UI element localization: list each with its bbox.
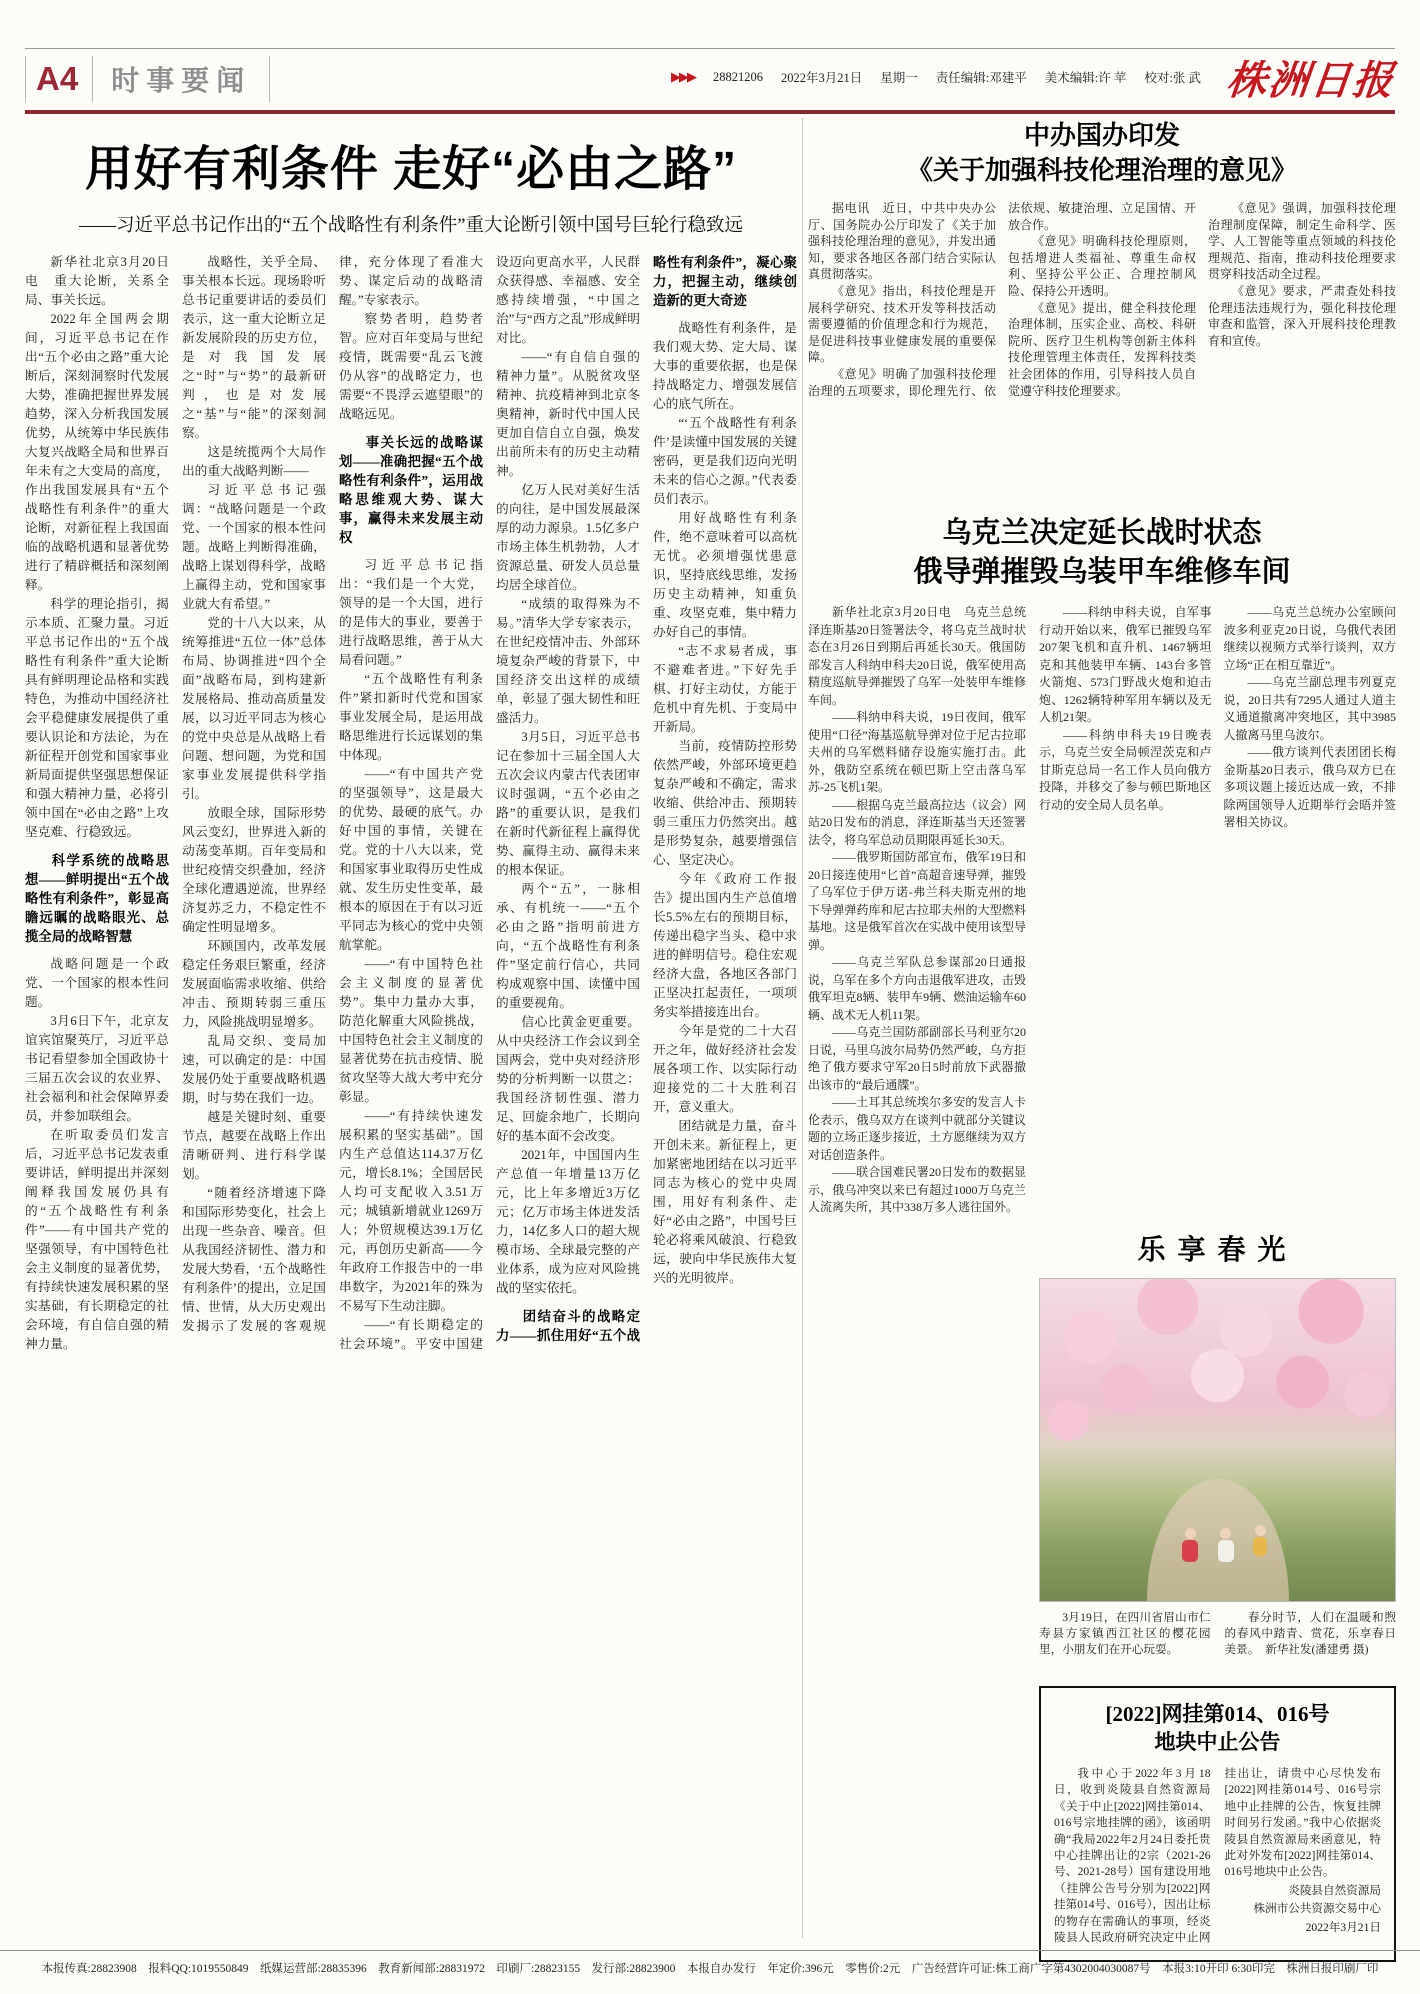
issue-code: 28821206 bbox=[713, 69, 764, 84]
paragraph: “五个战略性有利条件”紧扣新时代党和国家事业发展全局，是运用战略思维进行长远谋划的集中体现。 bbox=[339, 672, 483, 762]
paragraph: 《意见》指出，科技伦理是开展科学研究、技术开发等科技活动需要遵循的价值理念和行为规范，是促进科技事业健康发展的重要保障。 bbox=[808, 283, 996, 365]
paragraph: 株洲市公共资源交易中心 bbox=[1253, 1902, 1381, 1916]
weekday: 星期一 bbox=[880, 71, 918, 85]
paragraph: 3月5日，习近平总书记在参加十三届全国人大五次会议内蒙古代表团审议时强调，“五个必由之路”的重要认识，是我们在新时代新征程上赢得优势、赢得主动、赢得未来的根本保证。 bbox=[496, 730, 640, 877]
page-header bbox=[25, 48, 1398, 105]
photo-child-figure bbox=[1182, 1528, 1198, 1562]
paragraph: ——乌克兰国防部副部长马利亚尔20日说，马里乌波尔局势仍然严峻，乌方拒绝了俄方要求守军20日5时前放下武器撤出该市的“最后通牒”。 bbox=[808, 1025, 1026, 1092]
paragraph: 2022年3月21日 bbox=[1305, 1920, 1381, 1934]
paragraph: 战略性有利条件，是我们观大势、定大局、谋大事的重要依据，也是保持战略定力、增强发展信心的底气所在。 bbox=[653, 321, 797, 411]
ukraine-article-column-1 bbox=[808, 604, 1026, 1940]
proofreader: 校对:张 武 bbox=[1144, 71, 1201, 85]
paragraph: “成绩的取得殊为不易。”清华大学专家表示，在世纪疫情冲击、外部环境复杂严峻的背景下，中国经济交出这样的成绩单，彰显了强大韧性和旺盛活力。 bbox=[496, 597, 640, 725]
main-headline: 用好有利条件 走好“必由之路” bbox=[84, 143, 738, 196]
paragraph: 在听取委员们发言后，习近平总书记发表重要讲话，鲜明提出并深刻阐释我国发展仍具有的“五个战略性有利条件”——有中国共产党的坚强领导，有中国特色社会主义制度的显著优势，有持续快速发展积累的坚实基础，有长期稳定的社会环境，有自信自强的精神力量。 bbox=[25, 1128, 169, 1351]
paragraph: ——根据乌克兰最高拉达（议会）网站20日发布的消息，泽连斯基当天还签署法令，将乌军总动员期限再延长30天。 bbox=[808, 797, 1026, 847]
paragraph: ——科纳申科夫说，19日夜间，俄军使用“口径”海基巡航导弹对位于尼古拉耶夫州的乌军燃料储存设施实施打击。此外，俄防空系统在顿巴斯上空击落乌军苏-25飞机1架。 bbox=[808, 710, 1026, 794]
arrows-icon: ▶▶▶ bbox=[671, 69, 696, 84]
cherry-blossom-photo bbox=[1039, 1278, 1396, 1602]
paragraph: 战略问题是一个政党、一个国家的根本性问题。 bbox=[25, 957, 169, 1009]
ukraine-article-layout bbox=[808, 604, 1396, 1962]
paragraph: 战略性，关乎全局、事关根本长远。现场聆听总书记重要讲话的委员们表示，这一重大论断立足新发展阶段的历史方位，是对我国发展之“时”与“势”的最新研判，也是对发展之“基”与“能”的深刻洞察。 bbox=[182, 255, 326, 440]
paragraph: 3月6日下午，北京友谊宾馆聚英厅，习近平总书记看望参加全国政协十三届五次会议的农业界、社会福利和社会保障界委员，并参加联组会。 bbox=[25, 1014, 169, 1123]
paragraph: 用好战略性有利条件，绝不意味着可以高枕无忧。必须增强忧患意识，坚持底线思维，发扬历史主动精神，知重负重、攻坚克难，集中精力办好自己的事情。 bbox=[653, 511, 797, 639]
paragraph: ——“有长期稳定的社会环境”。平安中国建设迈向更高水平，人民群众获得感、幸福感、安全感持续增强，“中国之治”与“西方之乱”形成鲜明对比。 bbox=[339, 255, 640, 1351]
paragraph: 我中心于2022年3月18日，收到炎陵县自然资源局《关于中止[2022]网挂第014、016号宗地挂牌的函》，该函明确“我局2022年2月24日委托贵中心挂牌出让的2宗（2021-26号、2021-28号）国有建设用地（挂牌公告号分别为[2022]网挂第014号、016号），因出让标的物存在需确认的事项，经炎陵县人民政府研究决定中止网挂出让，请贵中心尽快发布[2022]网挂第014号、016号宗地中止挂牌的公告，恢复挂牌时间另行发函。”我中心依据炎陵县自然资源局来函意见，特此对外发布[2022]网挂第014、016号地块中止公告。 bbox=[1054, 1767, 1381, 1945]
paragraph: 今年《政府工作报告》提出国内生产总值增长5.5%左右的预期目标，传递出稳字当头、稳中求进的鲜明信号。稳住宏观经济大盘，各地区各部门正坚决扛起责任，一项项务实举措接连出台。 bbox=[653, 872, 797, 1019]
paragraph: 今年是党的二十大召开之年，做好经济社会发展各项工作、以实际行动迎接党的二十大胜利召开，意义重大。 bbox=[653, 1024, 797, 1114]
paragraph: 放眼全球，国际形势风云变幻，世界进入新的动荡变革期。百年变局和世纪疫情交织叠加，经济全球化遭遇逆流，世界经济复苏乏力，不稳定性不确定性明显增多。 bbox=[182, 806, 326, 934]
paragraph: 团结就是力量，奋斗开创未来。新征程上，更加紧密地团结在以习近平同志为核心的党中央周围，用好有利条件、走好“必由之路”，中国号巨轮必将乘风破浪、行稳致远，驶向中华民族伟大复兴的光明彼岸。 bbox=[653, 1119, 797, 1285]
paragraph: 炎陵县自然资源局 bbox=[1288, 1883, 1381, 1897]
paragraph: 乱局交织、变局加速，可以确定的是：中国发展仍处于重要战略机遇期，时与势在我们一边。 bbox=[182, 1034, 326, 1105]
paragraph: “随着经济增速下降和国际形势变化，社会上出现一些杂音、噪音。但从我国经济韧性、潜力和发展大势看，‘五个战略性有利条件’的提出，立足国情、世情，从大历史观出发揭示了发展的客观规律，充分体现了看准大势、谋定后动的战略清醒。”专家表示。 bbox=[182, 255, 483, 1333]
photo-feature-title: 乐享春光 bbox=[1137, 1235, 1298, 1266]
notice-title-line1: [2022]网挂第014、016号 bbox=[1105, 1702, 1330, 1726]
ethics-headline-line2: 《关于加强科技伦理治理的意见》 bbox=[906, 156, 1297, 185]
paragraph: ——科纳申科夫说，自军事行动开始以来，俄军已摧毁乌军207架飞机和直升机、1467辆坦克和其他装甲车辆、143台多管火箭炮、573门野战火炮和迫击炮、1262辆特种军用车辆以及无人机21架。 bbox=[1039, 605, 1212, 724]
paragraph: 《意见》明确了加强科技伦理治理的五项要求，即伦理先行、依法依规、敏捷治理、立足国情、开放合作。 bbox=[808, 201, 1196, 398]
paragraph: 2022年全国两会期间，习近平总书记在作出“五个必由之路”重大论断后，深刻洞察时代发展大势，准确把握世界发展趋势，深入分析我国发展优势，从统筹中华民族伟大复兴战略全局和世界百年未有之大变局的高度，作出我国发展具有“五个战略性有利条件”的重大论断，对新征程上我国面临的战略机遇和显著优势进行了精辟概括和深刻阐释。 bbox=[25, 312, 169, 592]
paragraph: 察势者明，趋势者智。应对百年变局与世纪疫情，既需要“乱云飞渡仍从容”的战略定力，也需要“不畏浮云遮望眼”的战略远见。 bbox=[339, 312, 483, 421]
main-article-body bbox=[25, 253, 797, 1893]
paragraph: ——乌克兰军队总参谋部20日通报说，乌军在多个方向击退俄军进攻，击毁俄军坦克8辆、装甲车9辆、燃油运输车60辆、战术无人机11架。 bbox=[808, 955, 1026, 1022]
ethics-article-headline bbox=[808, 118, 1396, 188]
paragraph: 新华社北京3月20日电 重大论断，关系全局、事关长远。 bbox=[25, 255, 169, 307]
photo-child-figure bbox=[1218, 1528, 1234, 1562]
section-title: 时事要闻 bbox=[92, 56, 270, 102]
paragraph: 团结奋斗的战略定力——抓住用好“五个战略性有利条件”，凝心聚力，把握主动，继续创造新的更大奇迹 bbox=[496, 255, 797, 1343]
paragraph: ——乌克兰副总理韦列夏克说，20日共有7295人通过人道主义通道撤离冲突地区，其中3985人撤离马里乌波尔。 bbox=[1223, 675, 1396, 742]
paragraph: 当前，疫情防控形势依然严峻，外部环境更趋复杂严峻和不确定，需求收缩、供给冲击、预期转弱三重压力仍然突出。越是形势复杂，越要增强信心、坚定决心。 bbox=[653, 739, 797, 867]
notice-title bbox=[1054, 1700, 1381, 1756]
paragraph: ——土耳其总统埃尔多安的发言人卡伦表示，俄乌双方在谈判中就部分关键议题的立场正逐步接近，土方愿继续为双方对话创造条件。 bbox=[808, 1095, 1026, 1162]
date: 2022年3月21日 bbox=[781, 71, 863, 85]
art-editor: 美术编辑:许 苹 bbox=[1044, 71, 1127, 85]
paragraph: ——“有自信自强的精神力量”。从脱贫攻坚精神、抗疫精神到北京冬奥精神，新时代中国人民更加自信自立自强，焕发出前所未有的历史主动精神。 bbox=[496, 350, 640, 478]
caption-left: 3月19日，在四川省眉山市仁寿县方家镇西江社区的樱花园里，小朋友们在开心玩耍。 bbox=[1039, 1611, 1211, 1656]
paragraph: 习近平总书记指出：“我们是一个大党，领导的是一个大国，进行的是伟大的事业，要善于进行战略思维，善于从大局看问题。” bbox=[339, 558, 483, 667]
paragraph: 科学的理论指引，揭示本质、汇聚力量。习近平总书记作出的“五个战略性有利条件”重大论断具有鲜明理论品格和实践特色，为推动中国经济社会平稳健康发展提供了重要认识论和方法论，为在新征程开创党和国家事业新局面提供坚强思想保证和强大精神力量，必将引领中国在“必由之路”上攻坚克难、行稳致远。 bbox=[25, 597, 169, 839]
main-subtitle: ——习近平总书记作出的“五个战略性有利条件”重大论断引领中国号巨轮行稳致远 bbox=[79, 216, 743, 236]
right-stack bbox=[1039, 604, 1396, 1962]
paragraph: ——科纳申科夫19日晚表示，乌克兰安全局顿涅茨克和卢甘斯克总局一名工作人员向俄方投降，并移交了参与顿巴斯地区行动的安全局人员名单。 bbox=[1039, 727, 1212, 812]
paragraph: ——俄罗斯国防部宣布，俄军19日和20日接连使用“匕首”高超音速导弹，摧毁了乌军位于伊万诺-弗兰科夫斯克州的地下导弹弹药库和尼古拉耶夫州的大型燃料基地。这是俄军首次在实战中使用该型导弹。 bbox=[808, 850, 1026, 952]
paragraph: 这是统揽两个大局作出的重大战略判断—— bbox=[182, 445, 326, 478]
paragraph: 事关长远的战略谋划——准确把握“五个战略性有利条件”，运用战略思维观大势、谋大事，赢得未来发展主动权 bbox=[339, 435, 483, 545]
paragraph: ——俄方谈判代表团团长梅金斯基20日表示，俄乌双方已在多项议题上接近达成一致，不排除两国领导人近期举行会晤并签署相关协议。 bbox=[1223, 745, 1396, 829]
paragraph: 亿万人民对美好生活的向往，是中国发展最深厚的动力源泉。1.5亿多户市场主体生机勃勃，人才资源总量、研发人员总量均居全球首位。 bbox=[496, 483, 640, 592]
newspaper-masthead: 株洲日报 bbox=[1224, 57, 1398, 103]
paragraph: ——“有中国共产党的坚强领导”，这是最大的优势、最硬的底气。办好中国的事情，关键在党。党的十八大以来，党和国家事业取得历史性成就、发生历史性变革，最根本的原因在于有以习近平同志为核心的党中央领航掌舵。 bbox=[339, 767, 483, 952]
main-article bbox=[25, 120, 797, 1893]
header-meta bbox=[671, 68, 1201, 86]
notice-title-line2: 地块中止公告 bbox=[1154, 1730, 1281, 1754]
ukraine-article-headline bbox=[808, 514, 1396, 592]
paragraph: 越是关键时刻、重要节点，越要在战略上作出清晰研判、进行科学谋划。 bbox=[182, 1110, 326, 1181]
ethics-headline-line1: 中办国办印发 bbox=[1023, 121, 1180, 150]
ukraine-headline-line1: 乌克兰决定延长战时状态 bbox=[942, 517, 1262, 549]
paragraph: ——“有中国特色社会主义制度的显著优势”。集中力量办大事，防范化解重大风险挑战，中国特色社会主义制度的显著优势在抗击疫情、脱贫攻坚等大战大考中充分彰显。 bbox=[339, 957, 483, 1104]
edition-number: A4 bbox=[25, 56, 92, 102]
notice-body bbox=[1054, 1766, 1381, 1952]
paragraph: ——乌克兰总统办公室顾问波多利亚克20日说，乌俄代表团继续以视频方式举行谈判，双方立场“正在相互靠近”。 bbox=[1223, 605, 1396, 672]
ethics-article-body bbox=[808, 200, 1396, 500]
right-column bbox=[808, 118, 1396, 1962]
paragraph: ——联合国难民署20日发布的数据显示，俄乌冲突以来已有超过1000万乌克兰人流离失所，其中338万多人逃往国外。 bbox=[808, 1165, 1026, 1214]
header-rule bbox=[25, 110, 1395, 114]
paragraph: “‘五个战略性有利条件’是读懂中国发展的关键密码，更是我们迈向光明未来的信心之源。”代表委员们表示。 bbox=[653, 416, 797, 506]
paragraph: 科学系统的战略思想——鲜明提出“五个战略性有利条件”，彰显高瞻远瞩的战略眼光、总揽全局的战略智慧 bbox=[25, 853, 169, 944]
land-notice-box bbox=[1039, 1686, 1396, 1962]
paragraph: 信心比黄金更重要。从中央经济工作会议到全国两会，党中央对经济形势的分析判断一以贯之：我国经济韧性强、潜力足、回旋余地广，长期向好的基本面不会改变。 bbox=[496, 1015, 640, 1143]
paragraph: 两个“五”，一脉相承、有机统一——“五个必由之路”指明前进方向，“五个战略性有利条件”坚定前行信心，共同构成观察中国、读懂中国的重要视角。 bbox=[496, 882, 640, 1010]
ukraine-article-columns-2-3 bbox=[1039, 604, 1396, 1212]
paragraph: 《意见》强调，加强科技伦理治理制度保障，制定生命科学、医学、人工智能等重点领域的科技伦理规范、指南，推动科技伦理要求贯穿科技活动全过程。 bbox=[1208, 201, 1396, 282]
column-divider bbox=[802, 118, 803, 1938]
page-footer: 本报传真:28823908 报料QQ:1019550849 纸媒运营部:28835396 教育新闻部:28831972 印刷厂:28823155 发行部:28823900 本报自办发行 年定价:396元 零售价:2元 广告经营许可证:株工商广字第4302004030087号 本报3:10开印 6:30印完 株洲日报印刷厂印 bbox=[0, 1950, 1420, 1976]
paragraph: 《意见》提出，健全科技伦理治理体制，压实企业、高校、科研院所、医疗卫生机构等创新主体科技伦理管理主体责任，发挥科技类社会团体的作用，引导科技人员自觉遵守科技伦理要求。 bbox=[1008, 300, 1196, 398]
duty-editor: 责任编辑:邓建平 bbox=[935, 71, 1027, 85]
paragraph: 新华社北京3月20日电 乌克兰总统泽连斯基20日签署法令，将乌克兰战时状态在3月26日到期后再延长30天。俄国防部发言人科纳申科夫20日说，俄军使用高精度巡航导弹摧毁了乌军一处装甲车维修车间。 bbox=[808, 605, 1026, 707]
caption-right: 春分时节，人们在温暖和煦的春风中踏青、赏花，乐享春日美景。 新华社发(潘建勇 摄) bbox=[1224, 1611, 1396, 1656]
ukraine-headline-line2: 俄导弹摧毁乌装甲车维修车间 bbox=[913, 556, 1291, 588]
paragraph: 《意见》明确科技伦理原则，包括增进人类福祉、尊重生命权利、坚持公平公正、合理控制风险、保持公开透明。 bbox=[1008, 234, 1196, 298]
paragraph: 习近平总书记强调：“战略问题是一个政党、一个国家的根本性问题。战略上判断得准确，战略上谋划得科学，战略上赢得主动，党和国家事业就大有希望。” bbox=[182, 483, 326, 611]
paragraph: “志不求易者成，事不避难者进。”下好先手棋、打好主动仗，方能于危机中育先机、于变局中开新局。 bbox=[653, 644, 797, 734]
paragraph: 2021年，中国国内生产总值一年增量13万亿元，比上年多增近3万亿元；亿万市场主体迸发活力，14亿多人口的超大规模市场、全球最完整的产业体系，成为应对风险挑战的坚实依托。 bbox=[496, 1148, 640, 1295]
photo-caption bbox=[1039, 1610, 1396, 1672]
paragraph: 《意见》要求，严肃查处科技伦理违法违规行为，强化科技伦理审查和监管，深入开展科技伦理教育和宣传。 bbox=[1208, 283, 1396, 348]
paragraph: 据电讯 近日，中共中央办公厅、国务院办公厅印发了《关于加强科技伦理治理的意见》，并发出通知，要求各地区各部门结合实际认真贯彻落实。 bbox=[808, 201, 996, 282]
photo-child-figure bbox=[1253, 1525, 1267, 1556]
paragraph: ——“有持续快速发展积累的坚实基础”。国内生产总值达114.37万亿元，增长8.1%；全国居民人均可支配收入3.51万元；城镇新增就业1269万人；外贸规模达39.1万亿元，再创历史新高——今年政府工作报告中的一串串数字，为2021年的殊为不易写下生动注脚。 bbox=[339, 1109, 483, 1313]
paragraph: 党的十八大以来，从统筹推进“五位一体”总体布局、协调推进“四个全面”战略布局，到构建新发展格局、推动高质量发展，以习近平同志为核心的党中央总是从战略上看问题、想问题，为党和国家事业发展提供科学指引。 bbox=[182, 616, 326, 801]
paragraph: 环顾国内，改革发展稳定任务艰巨繁重，经济发展面临需求收缩、供给冲击、预期转弱三重压力，风险挑战明显增多。 bbox=[182, 939, 326, 1029]
